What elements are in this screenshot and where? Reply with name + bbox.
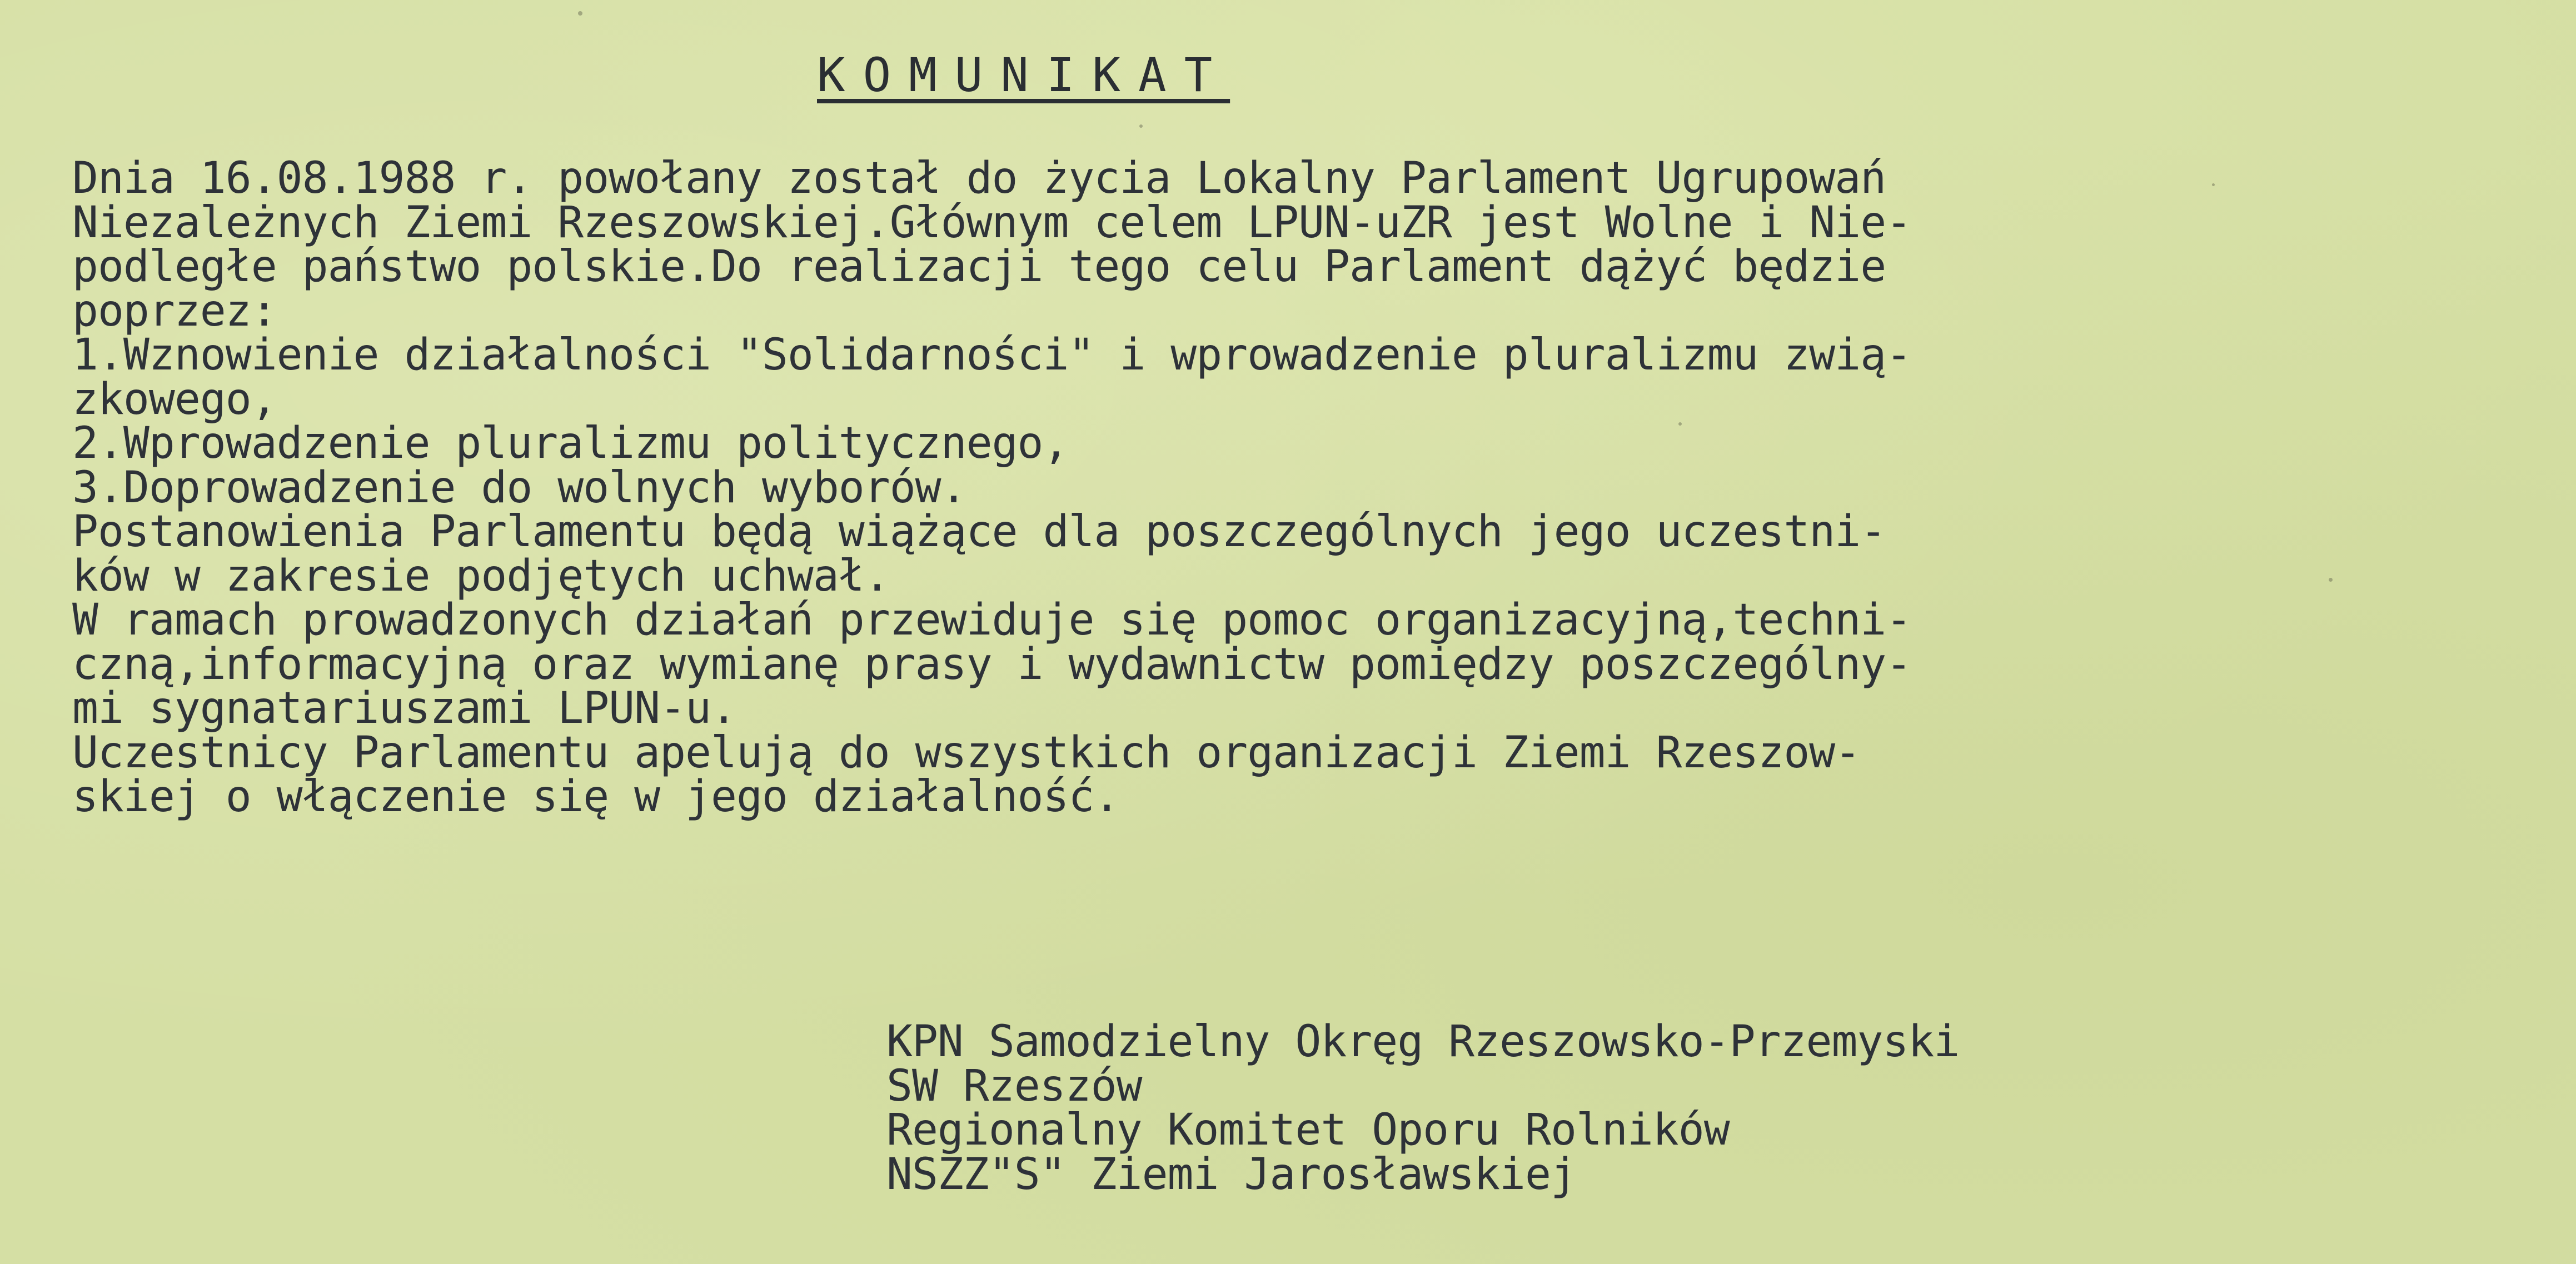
body-line: Dnia 16.08.1988 r. powołany został do życia Lokalny Parlament Ugrupowań: [72, 153, 1886, 203]
paper-speck: [2212, 183, 2215, 186]
body-line: czną,informacyjną oraz wymianę prasy i wydawnictw pomiędzy poszczególny-: [72, 639, 1912, 690]
document-title: KOMUNIKAT: [817, 48, 1230, 102]
signatories-list: [886, 1017, 1960, 1200]
signatory: Regionalny Komitet Oporu Rolników: [886, 1105, 1730, 1155]
body-line: mi sygnatariuszami LPUN-u.: [72, 683, 736, 733]
paper-speck: [2329, 578, 2333, 582]
body-line: poprzez:: [72, 286, 277, 336]
signatory: KPN Samodzielny Okręg Rzeszowsko-Przemyski: [886, 1017, 1960, 1067]
signatory: NSZZ"S" Ziemi Jarosławskiej: [886, 1149, 1576, 1200]
paper-speck: [1678, 422, 1682, 426]
signatory: SW Rzeszów: [886, 1061, 1142, 1111]
body-line: 1.Wznowienie działalności "Solidarności" i wprowadzenie pluralizmu zwią-: [72, 330, 1912, 380]
body-line: Uczestnicy Parlamentu apelują do wszystkich organizacji Ziemi Rzeszow-: [72, 727, 1861, 778]
paper-speck: [578, 11, 582, 16]
body-line: 2.Wprowadzenie pluralizmu politycznego,: [72, 418, 1069, 468]
document-body: [72, 153, 1912, 822]
body-line: Niezależnych Ziemi Rzeszowskiej.Głównym celem LPUN-uZR jest Wolne i Nie-: [72, 197, 1912, 248]
body-line: skiej o włączenie się w jego działalność.: [72, 772, 1120, 822]
body-line: zkowego,: [72, 374, 277, 424]
body-line: ków w zakresie podjętych uchwał.: [72, 551, 890, 601]
body-line: Postanowienia Parlamentu będą wiążące dla poszczególnych jego uczestni-: [72, 507, 1886, 557]
body-line: W ramach prowadzonych działań przewiduje się pomoc organizacyjną,techni-: [72, 595, 1912, 645]
body-line: 3.Doprowadzenie do wolnych wyborów.: [72, 462, 966, 513]
paper-speck: [1139, 124, 1143, 128]
body-line: podległe państwo polskie.Do realizacji tego celu Parlament dążyć będzie: [72, 242, 1886, 292]
